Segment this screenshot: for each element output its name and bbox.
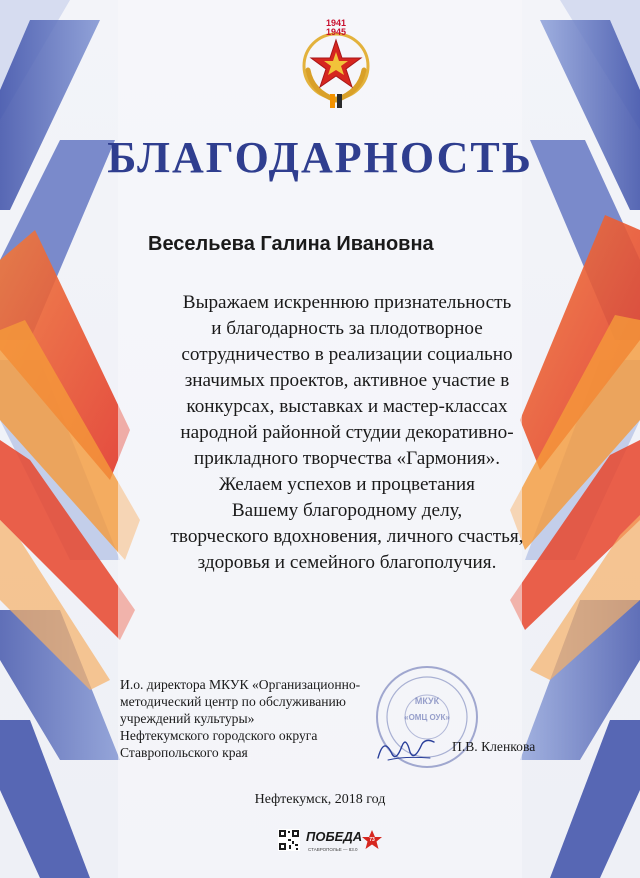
body-line: сотрудничество в реализации социально <box>181 344 513 365</box>
signer-name: П.В. Кленкова <box>452 739 536 754</box>
body-line: народной районной студии декоративно- <box>180 422 514 443</box>
certificate-title: БЛАГОДАРНОСТЬ <box>107 133 533 182</box>
signature-block <box>120 676 360 761</box>
body-line: конкурсах, выставках и мастер-классах <box>186 396 508 417</box>
place-and-date: Нефтекумск, 2018 год <box>254 792 386 807</box>
signature-line: Нефтекумского городского округа <box>120 728 318 743</box>
emblem-year-top: 1941 <box>325 18 347 28</box>
victory-emblem-icon <box>296 18 376 110</box>
signature-line: учреждений культуры» <box>120 711 255 726</box>
body-line: прикладного творчества «Гармония». <box>193 448 501 469</box>
body-line: здоровья и семейного благополучия. <box>197 552 497 573</box>
body-line: Вашему благородному делу, <box>231 500 463 521</box>
certificate-body <box>100 290 594 576</box>
body-line: творческого вдохновения, личного счастья, <box>170 526 524 547</box>
recipient-name: Весельева Галина Ивановна <box>148 233 434 255</box>
logo-mark: 73 <box>369 837 375 843</box>
stamp-line2: «ОМЦ ОУК» <box>404 713 450 722</box>
handwritten-signature-icon <box>374 728 438 768</box>
signature-line: методический центр по обслуживанию <box>120 694 346 709</box>
body-line: значимых проектов, активное участие в <box>184 370 510 391</box>
body-line: и благодарность за плодотворное <box>211 318 483 339</box>
signature-line: И.о. директора МКУК «Организационно- <box>120 677 361 692</box>
logo-sub: СТАВРОПОЛЬЕ — 83.0 <box>308 847 358 852</box>
stamp-line1: МКУК <box>414 696 440 706</box>
emblem-year-bottom: 1945 <box>325 27 347 37</box>
qr-code-icon <box>278 829 300 851</box>
pobeda-logo-icon <box>306 826 382 856</box>
logo-name: ПОБЕДА <box>306 829 363 844</box>
body-line: Желаем успехов и процветания <box>219 474 475 495</box>
body-line: Выражаем искреннюю признательность <box>182 292 512 313</box>
signature-line: Ставропольского края <box>120 745 248 760</box>
